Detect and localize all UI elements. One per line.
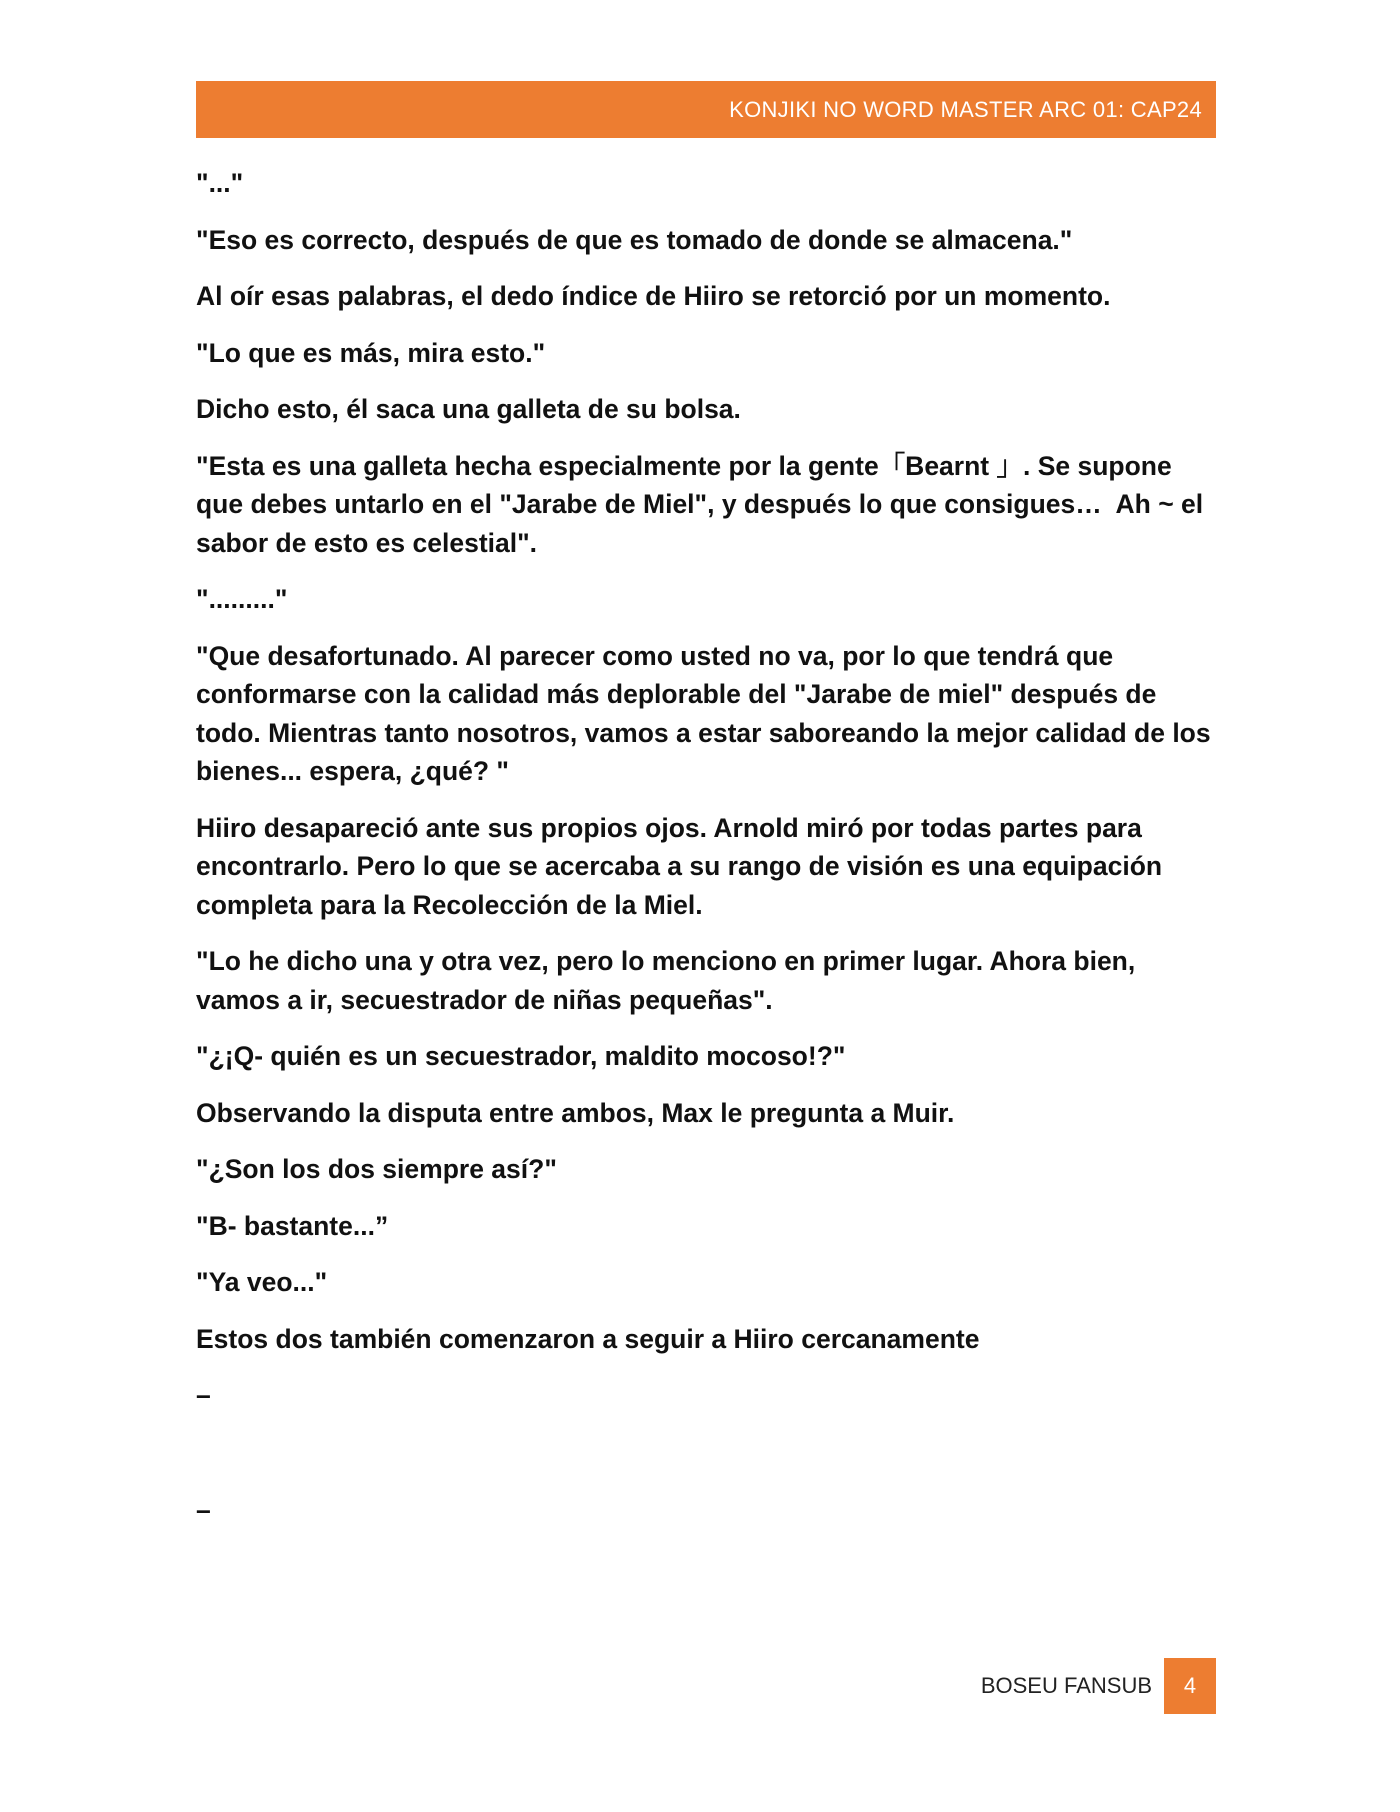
paragraph: "Esta es una galleta hecha especialmente por la gente「Bearnt 」. Se supone que debes untarlo en el "Jarabe de Miel", y después lo que consigues… Ah ~ el sabor de esto es celestial".	[196, 450, 1211, 558]
paragraph: Observando la disputa entre ambos, Max le pregunta a Muir.	[196, 1097, 955, 1128]
paragraph: "..."	[196, 168, 244, 198]
paragraph: "Eso es correcto, después de que es tomado de donde se almacena."	[196, 224, 1073, 255]
header-title: KONJIKI NO WORD MASTER ARC 01: CAP24	[729, 96, 1202, 122]
paragraph: "Lo que es más, mira esto."	[196, 337, 546, 368]
section-dash: –	[196, 1494, 211, 1525]
paragraph: "Que desafortunado. Al parecer como usted no va, por lo que tendrá que conformarse con la calidad más deplorable del "Jarabe de miel" después de todo. Mientras tanto nosotros, vamos a estar saboreando la mejor calidad de los bienes... espera, ¿qué? "	[196, 640, 1218, 786]
paragraph: "¿¡Q- quién es un secuestrador, maldito mocoso!?"	[196, 1041, 846, 1071]
footer-fansub-label: BOSEU FANSUB	[980, 1673, 1152, 1698]
paragraph: Al oír esas palabras, el dedo índice de Hiiro se retorció por un momento.	[196, 281, 1111, 311]
paragraph: "........."	[196, 584, 288, 614]
page-body	[196, 164, 1216, 1547]
paragraph: Estos dos también comenzaron a seguir a Hiiro cercanamente	[196, 1323, 980, 1354]
paragraph: "B- bastante...”	[196, 1210, 389, 1241]
paragraph: "Ya veo..."	[196, 1267, 328, 1297]
paragraph: Hiiro desapareció ante sus propios ojos. Arnold miró por todas partes para encontrarlo. Pero lo que se acercaba a su rango de visión es una equipación completa para la Recolección de la Miel.	[196, 812, 1170, 920]
paragraph: "Lo he dicho una y otra vez, pero lo menciono en primer lugar. Ahora bien, vamos a ir, secuestrador de niñas pequeñas".	[196, 946, 1143, 1015]
header-bar	[196, 81, 1216, 138]
section-dash: –	[196, 1380, 211, 1410]
paragraph: "¿Son los dos siempre así?"	[196, 1154, 557, 1184]
page-number: 4	[1164, 1658, 1216, 1714]
paragraph: Dicho esto, él saca una galleta de su bolsa.	[196, 394, 741, 424]
